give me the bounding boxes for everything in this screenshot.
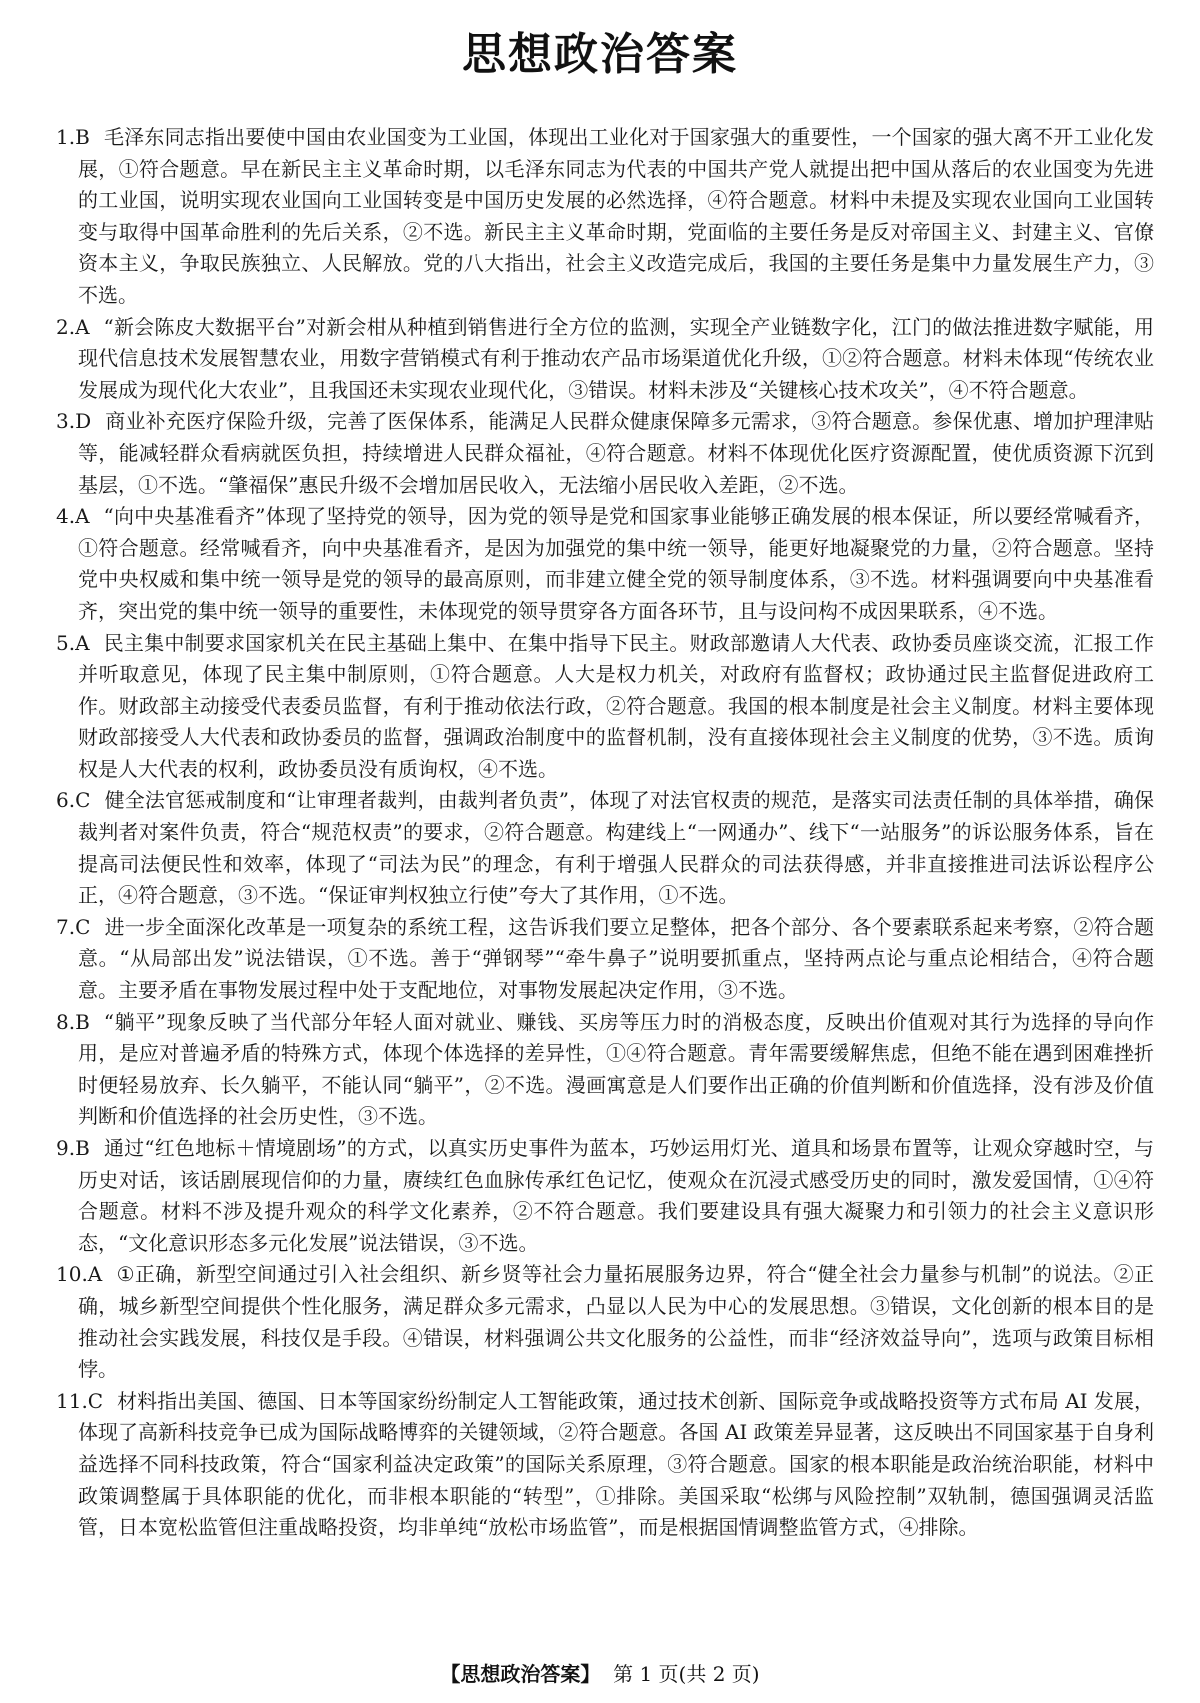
answer-number: 7.C: [56, 914, 91, 939]
answer-explanation: 进一步全面深化改革是一项复杂的系统工程，这告诉我们要立足整体，把各个部分、各个要素联系起来考察，②符合题意。“从局部出发”说法错误，①不选。善于“弹钢琴”“牵牛鼻子”说明要抓重点，坚持两点论与重点论相结合，④符合题意。主要矛盾在事物发展过程中处于支配地位，对事物发展起决定作用，③不选。: [78, 914, 1154, 1003]
answer-item-11: [56, 1386, 1154, 1544]
answer-explanation: “新会陈皮大数据平台”对新会柑从种植到销售进行全方位的监测，实现全产业链数字化，江门的做法推进数字赋能，用现代信息技术发展智慧农业，用数字营销模式有利于推动农产品市场渠道优化升级，①②符合题意。材料未体现“传统农业发展成为现代化大农业”，且我国还未实现农业现代化，③错误。材料未涉及“关键核心技术攻关”，④不符合题意。: [78, 314, 1154, 402]
answer-item-10: [56, 1259, 1154, 1385]
answer-number: 10.A: [56, 1262, 103, 1287]
answer-explanation: 通过“红色地标＋情境剧场”的方式，以真实历史事件为蓝本，巧妙运用灯光、道具和场景布置等，让观众穿越时空，与历史对话，该话剧展现信仰的力量，赓续红色血脉传承红色记忆，使观众在沉浸式感受历史的同时，激发爱国情，①④符合题意。材料不涉及提升观众的科学文化素养，②不符合题意。我们要建设具有强大凝聚力和引领力的社会主义意识形态，“文化意识形态多元化发展”说法错误，③不选。: [78, 1136, 1154, 1255]
footer-close-bracket: 】: [580, 1662, 601, 1686]
answer-item-2: [56, 312, 1154, 407]
page-title: 思想政治答案: [462, 29, 738, 80]
footer-doc-name: 思想政治答案: [460, 1662, 581, 1686]
answer-item-1: [56, 122, 1154, 312]
answer-number: 2.A: [56, 314, 90, 339]
answer-number: 9.B: [56, 1136, 90, 1160]
answer-explanation: ①正确，新型空间通过引入社会组织、新乡贤等社会力量拓展服务边界，符合“健全社会力量参与机制”的说法。②正确，城乡新型空间提供个性化服务，满足群众多元需求，凸显以人民为中心的发展思想。③错误，文化创新的根本目的是推动社会实践发展，科技仅是手段。④错误，材料强调公共文化服务的公益性，而非“经济效益导向”，选项与政策目标相悖。: [78, 1262, 1154, 1382]
answer-item-4: [56, 501, 1154, 627]
answer-explanation: “躺平”现象反映了当代部分年轻人面对就业、赚钱、买房等压力时的消极态度，反映出价值观对其行为选择的导向作用，是应对普遍矛盾的特殊方式，体现个体选择的差异性，①④符合题意。青年需要缓解焦虑，但绝不能在遇到困难挫折时便轻易放弃、长久躺平，不能认同“躺平”，②不选。漫画寓意是人们要作出正确的价值判断和价值选择，没有涉及价值判断和价值选择的社会历史性，③不选。: [78, 1009, 1154, 1129]
answer-item-9: [56, 1133, 1154, 1259]
answer-explanation: 商业补充医疗保险升级，完善了医保体系，能满足人民群众健康保障多元需求，③符合题意。参保优惠、增加护理津贴等，能减轻群众看病就医负担，持续增进人民群众福祉，④符合题意。材料不体现优化医疗资源配置，使优质资源下沉到基层，①不选。“肇福保”惠民升级不会增加居民收入，无法缩小居民收入差距，②不选。: [78, 409, 1154, 497]
page-footer: [0, 1658, 1200, 1687]
answer-explanation: 材料指出美国、德国、日本等国家纷纷制定人工智能政策，通过技术创新、国际竞争或战略投资等方式布局 AI 发展，体现了高新科技竞争已成为国际战略博弈的关键领域，②符合题意。各国 AI 政策差异显著，这反映出不同国家基于自身利益选择不同科技政策，符合“国家利益决定政策”的国际关系原理，③符合题意。国家的根本职能是政治统治职能，材料中政策调整属于具体职能的优化，而非根本职能的“转型”，①排除。美国采取“松绑与风险控制”双轨制，德国强调灵活监管，日本宽松监管但注重战略投资，均非单纯“放松市场监管”，而是根据国情调整监管方式，④排除。: [78, 1388, 1154, 1540]
answer-number: 5.A: [56, 630, 90, 655]
answer-explanation: 民主集中制要求国家机关在民主基础上集中、在集中指导下民主。财政部邀请人大代表、政协委员座谈交流，汇报工作并听取意见，体现了民主集中制原则，①符合题意。人大是权力机关，对政府有监督权；政协通过民主监督促进政府工作。财政部主动接受代表委员监督，有利于推动依法行政，②符合题意。我国的根本制度是社会主义制度。材料主要体现财政部接受人大代表和政协委员的监督，强调政治制度中的监督机制，没有直接体现社会主义制度的优势，③不选。质询权是人大代表的权利，政协委员没有质询权，④不选。: [78, 630, 1154, 781]
answer-number: 11.C: [56, 1388, 104, 1413]
answer-number: 8.B: [56, 1009, 90, 1034]
answer-number: 1.B: [56, 125, 90, 149]
answer-explanation: 毛泽东同志指出要使中国由农业国变为工业国，体现出工业化对于国家强大的重要性，一个国家的强大离不开工业化发展，①符合题意。早在新民主主义革命时期，以毛泽东同志为代表的中国共产党人就提出把中国从落后的农业国变为先进的工业国，说明实现农业国向工业国转变是中国历史发展的必然选择，④符合题意。材料中未提及实现农业国向工业国转变与取得中国革命胜利的先后关系，②不选。新民主主义革命时期，党面临的主要任务是反对帝国主义、封建主义、官僚资本主义，争取民族独立、人民解放。党的八大指出，社会主义改造完成后，我国的主要任务是集中力量发展生产力，③不选。: [78, 125, 1154, 307]
answer-number: 6.C: [56, 788, 91, 813]
answer-number: 4.A: [56, 504, 90, 529]
answer-list: [56, 122, 1154, 1544]
answer-item-5: [56, 628, 1154, 786]
answer-explanation: “向中央基准看齐”体现了坚持党的领导，因为党的领导是党和国家事业能够正确发展的根本保证，所以要经常喊看齐，①符合题意。经常喊看齐，向中央基准看齐，是因为加强党的集中统一领导，能更好地凝聚党的力量，②符合题意。坚持党中央权威和集中统一领导是党的领导的最高原则，而非建立健全党的领导制度体系，③不选。材料强调要向中央基准看齐，突出党的集中统一领导的重要性，未体现党的领导贯穿各方面各环节，且与设问构不成因果联系，④不选。: [78, 504, 1154, 623]
answer-explanation: 健全法官惩戒制度和“让审理者裁判，由裁判者负责”，体现了对法官权责的规范，是落实司法责任制的具体举措，确保裁判者对案件负责，符合“规范权责”的要求，②符合题意。构建线上“一网通办”、线下“一站服务”的诉讼服务体系，旨在提高司法便民性和效率，体现了“司法为民”的理念，有利于增强人民群众的司法获得感，并非直接推进司法诉讼程序公正，④符合题意，③不选。“保证审判权独立行使”夸大了其作用，①不选。: [78, 788, 1154, 908]
footer-open-bracket: 【: [440, 1662, 461, 1686]
answer-item-3: [56, 406, 1154, 501]
footer-page-number: 第 1 页(共 2 页): [613, 1662, 760, 1686]
answer-item-6: [56, 785, 1154, 911]
answer-item-8: [56, 1007, 1154, 1133]
answer-number: 3.D: [56, 409, 92, 434]
answer-item-7: [56, 912, 1154, 1007]
